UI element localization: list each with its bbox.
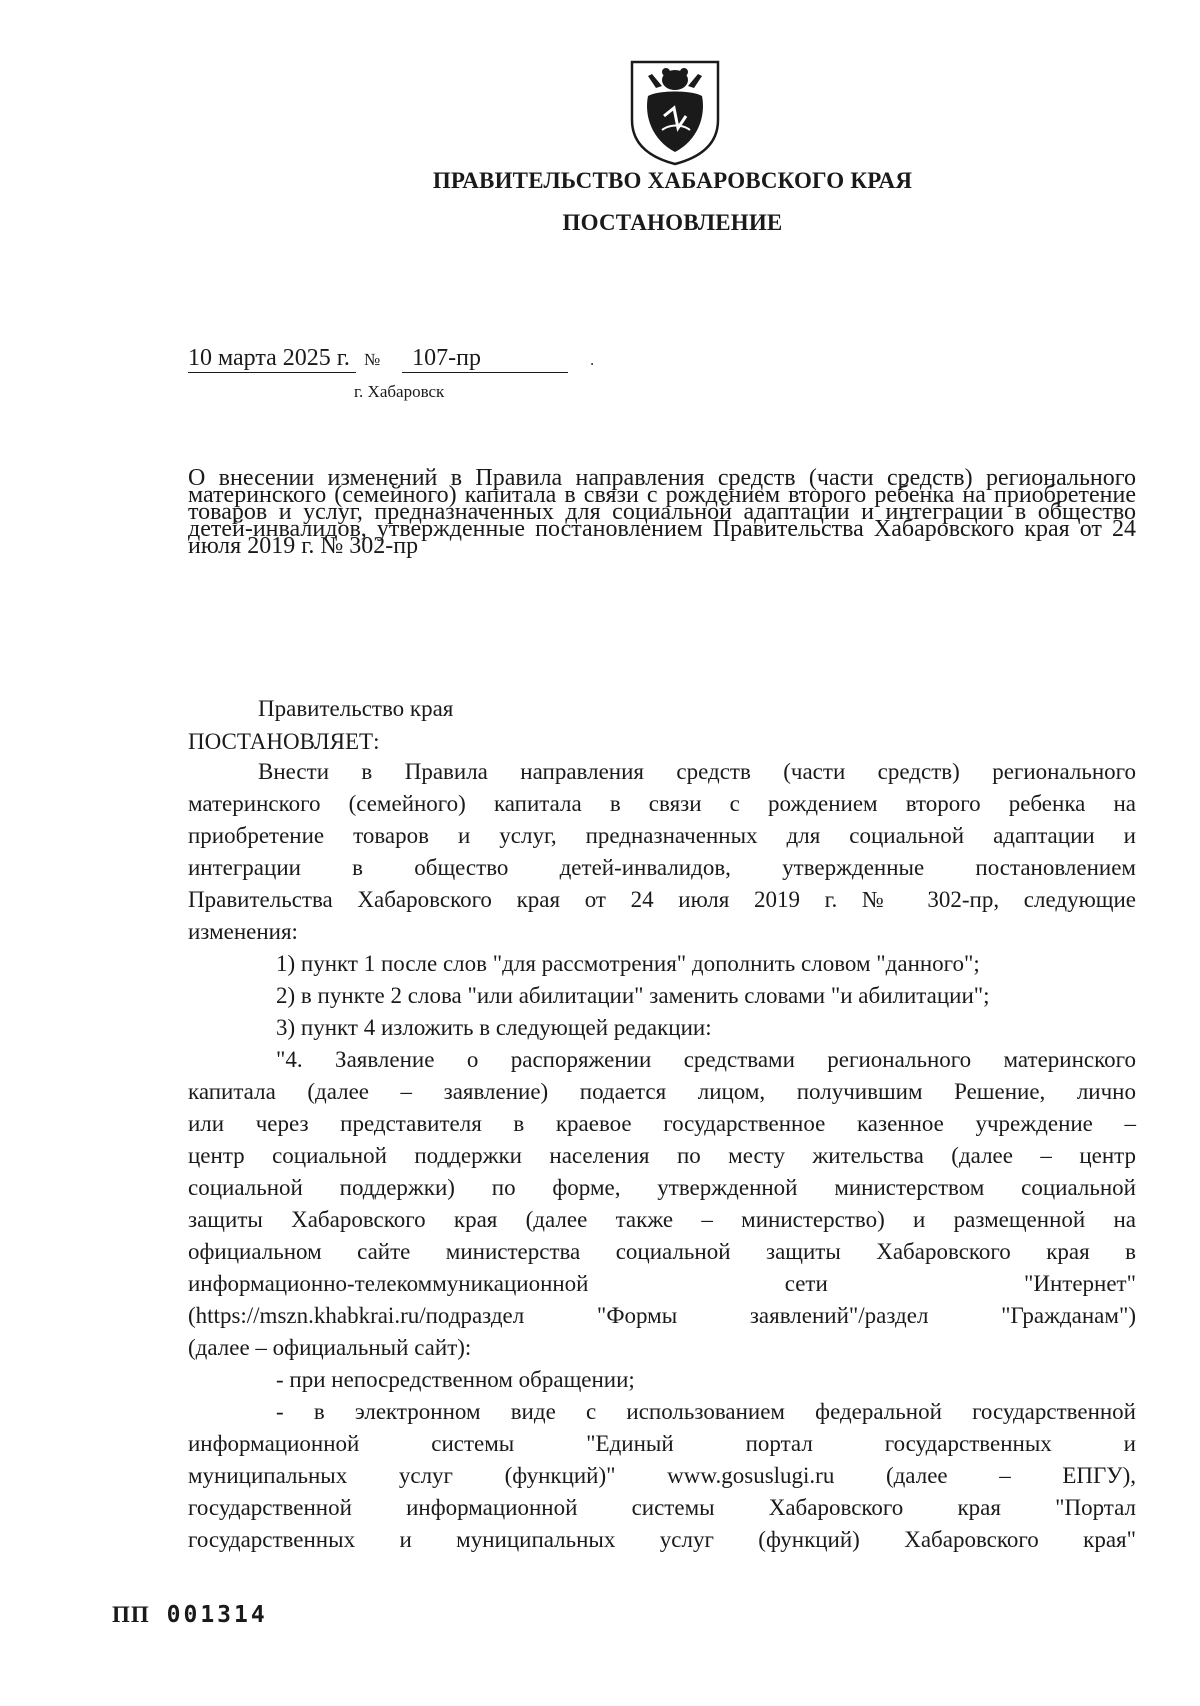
body-line-20: (https://mszn.khabkrai.ru/подраздел "Формы заявлений"/раздел "Гражданам") [188,1303,1136,1328]
body-line-17: защиты Хабаровского края (далее также – министерство) и размещенной на [188,1207,1136,1232]
body-line-5: приобретение товаров и услуг, предназначенных для социальной адаптации и [188,823,1136,848]
body-line-9: 1) пункт 1 после слов "для рассмотрения" дополнить словом "данного"; [276,951,980,976]
body-line-6: интеграции в общество детей-инвалидов, утвержденные постановлением [188,855,1136,880]
form-code-number: 001314 [166,1602,268,1628]
body-line-1: Правительство края [258,696,454,721]
document-type-title: ПОСТАНОВЛЕНИЕ [562,210,783,235]
document-date: 10 марта 2025 г. [188,345,356,373]
body-line-21: (далее – официальный сайт): [188,1335,472,1360]
body-line-27: государственных и муниципальных услуг (функций) Хабаровского края" [188,1527,1136,1552]
body-line-18: официальном сайте министерства социальной защиты Хабаровского края в [188,1239,1136,1264]
body-line-24: информационной системы "Единый портал государственных и [188,1431,1136,1456]
document-subject: О внесении изменений в Правила направления средств (части средств) регионального материнского (семейного) капитала в связи с рождением второго ребенка на приобретение товаров и услуг, предназначенных для социальной адаптации и интеграции в общество детей-инвалидов, утвержденные постановлением Правительства Хабаровского края от 24 июля 2019 г. № 302-пр [188,465,1136,559]
body-line-19: информационно-телекоммуникационной сети "Интернет" [188,1271,1136,1296]
body-line-7: Правительства Хабаровского края от 24 июля 2019 г. № 302-пр, следующие [188,887,1136,912]
body-line-12: "4. Заявление о распоряжении средствами регионального материнского [276,1047,1136,1072]
number-sign: № [363,350,381,369]
body-line-3: Внести в Правила направления средств (части средств) регионального [258,759,1136,784]
body-line-23: - в электронном виде с использованием федеральной государственной [276,1399,1136,1424]
body-line-15: центр социальной поддержки населения по месту жительства (далее – центр [188,1143,1136,1168]
document-form-code [112,1602,268,1628]
document-number: 107-пр [402,345,568,373]
body-line-11: 3) пункт 4 изложить в следующей редакции: [276,1015,712,1040]
body-line-25: муниципальных услуг (функций)" www.gosuslugi.ru (далее – ЕПГУ), [188,1463,1136,1488]
body-line-22: - при непосредственном обращении; [276,1367,635,1392]
body-line-4: материнского (семейного) капитала в связи с рождением второго ребенка на [188,791,1136,816]
form-code-prefix: ПП [112,1602,150,1627]
city-label: г. Хабаровск [354,382,445,401]
body-line-13: капитала (далее – заявление) подается лицом, получившим Решение, лично [188,1079,1136,1104]
date-number-line: 10 марта 2025 г. № 107-пр . [188,345,595,371]
government-title: ПРАВИТЕЛЬСТВО ХАБАРОВСКОГО КРАЯ [432,168,913,193]
body-line-8: изменения: [188,919,298,944]
body-line-2: ПОСТАНОВЛЯЕТ: [188,729,380,754]
coat-of-arms-icon [626,58,724,166]
body-line-16: социальной поддержки) по форме, утвержденной министерством социальной [188,1175,1136,1200]
body-line-10: 2) в пункте 2 слова "или абилитации" заменить словами "и абилитации"; [276,983,990,1008]
body-line-14: или через представителя в краевое государственное казенное учреждение – [188,1111,1136,1136]
body-line-26: государственной информационной системы Хабаровского края "Портал [188,1495,1136,1520]
